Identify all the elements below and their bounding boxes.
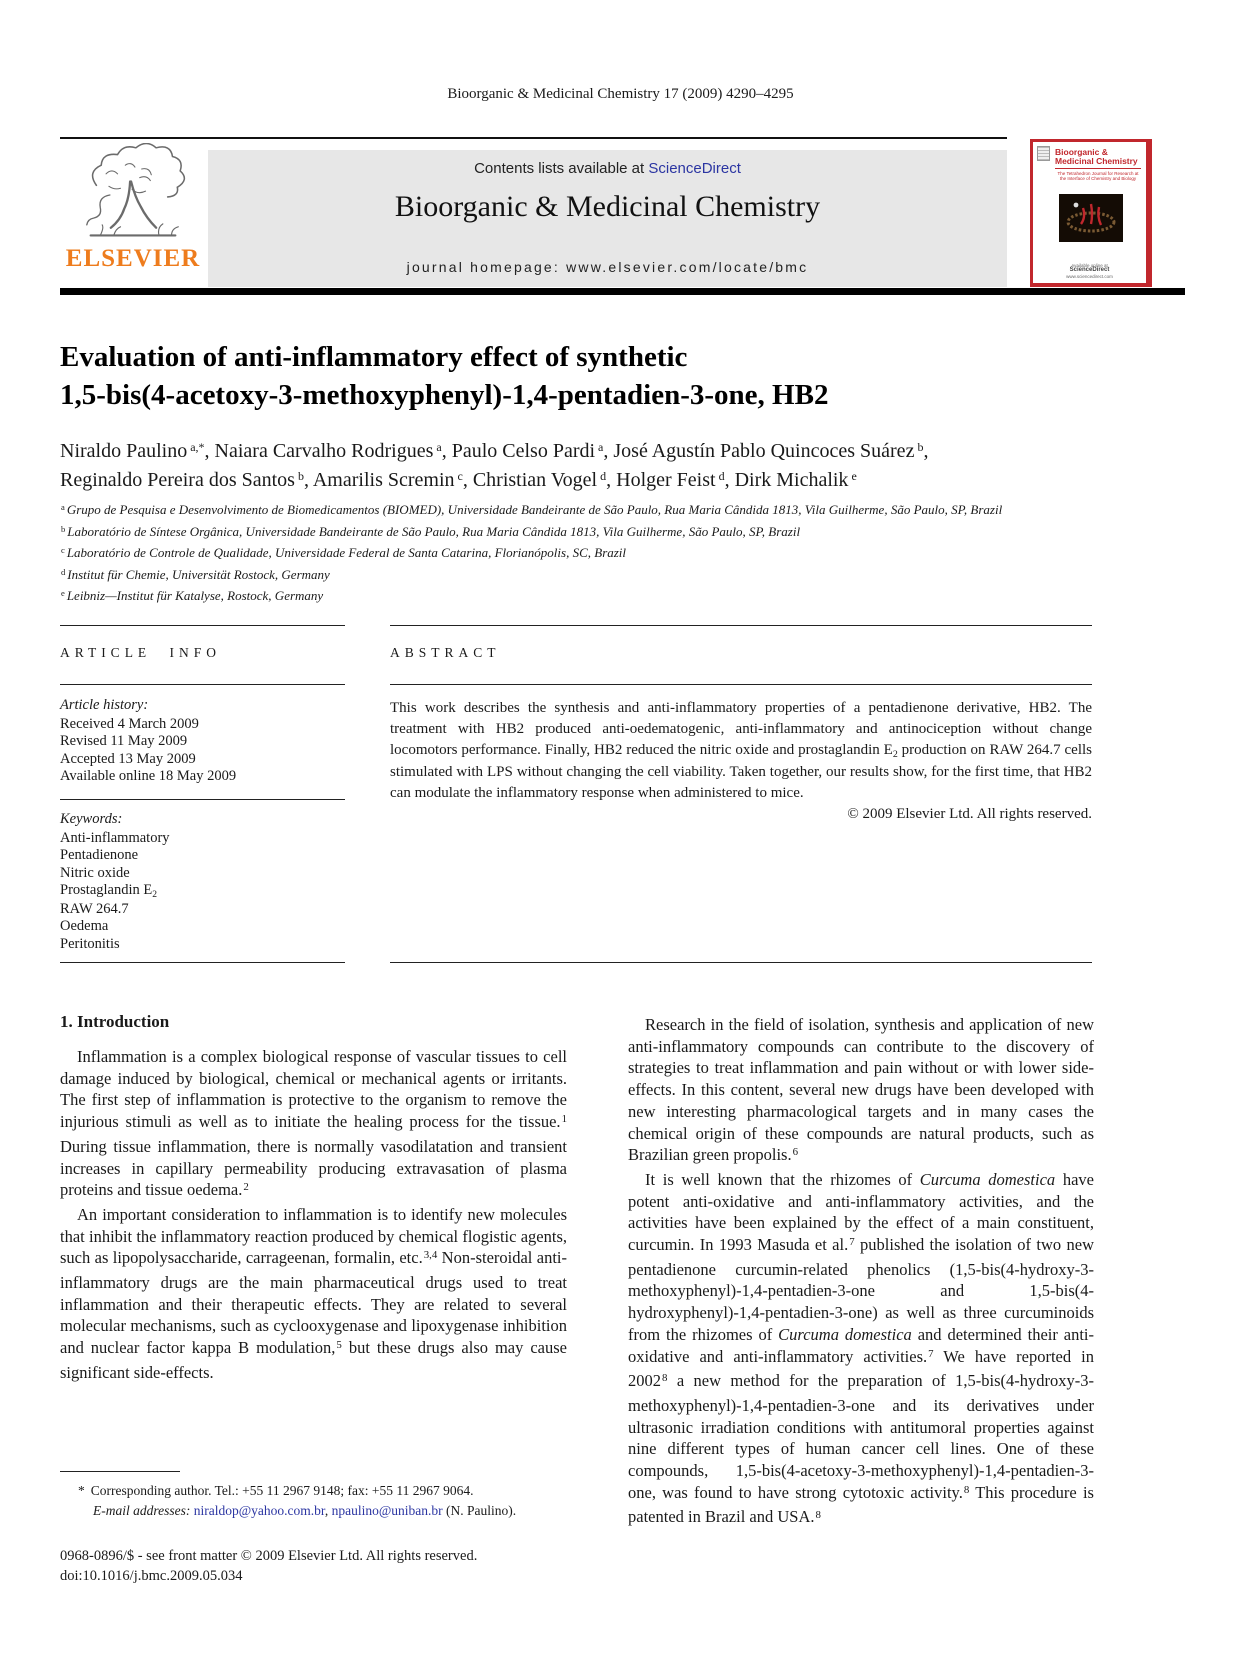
cover-footer-line3: www.sciencedirect.com: [1066, 273, 1113, 279]
cover-footer-line1: Available online at: [1071, 262, 1108, 268]
article-history: [60, 697, 350, 786]
email-link-2[interactable]: npaulino@uniban.br: [331, 1503, 443, 1518]
affiliation-b: [60, 522, 1150, 544]
keywords-label: Keywords:: [60, 811, 123, 827]
history-revised: Revised 11 May 2009: [60, 733, 188, 749]
article-title-line2: 1,5-bis(4-acetoxy-3-methoxyphenyl)-1,4-pentadien-3-one, HB2: [60, 379, 829, 411]
journal-citation: Bioorganic & Medicinal Chemistry 17 (2009) 4290–4295: [447, 86, 794, 102]
corresponding-author-footnote: [60, 1481, 580, 1521]
affiliation-c: [60, 543, 1150, 565]
article-history-label: Article history:: [60, 697, 149, 713]
doi-line: doi:10.1016/j.bmc.2009.05.034: [60, 1568, 243, 1584]
info-rule-under-heading: [60, 684, 345, 685]
article-title-line1: Evaluation of anti-inflammatory effect of synthetic: [60, 341, 688, 373]
authors-line-2: Reginaldo Pereira dos Santos $^b$, Amarilis Scremin $^c$, Christian Vogel $^d$, Holger Feist $^d$, Dirk Michalik $^e$: [60, 469, 857, 491]
abstract: [390, 698, 1092, 825]
cover-title: Bioorganic & Medicinal Chemistry: [1055, 147, 1138, 166]
footnote-marker: *: [78, 1483, 85, 1498]
journal-title: Bioorganic & Medicinal Chemistry: [394, 190, 821, 223]
paragraph: Inflammation is a complex biological response of vascular tissues to cell damage induced by biological, chemical or mechanical agents or irritants. The first step of inflammation is protective to the organism to remove the injurious stimuli as well as to initiate the healing process for the tissue.$^1$ During tissue inflammation, there is normally vasodilatation and transient increases in capillary permeability producing extravasation of plasma proteins and tissue oedema.$^2$: [60, 1047, 567, 1200]
section-heading-introduction: 1. Introduction: [60, 1012, 170, 1031]
affiliation-text: Institut für Chemie, Universität Rostock, Germany: [67, 566, 330, 582]
cover-sciencedirect-mark: [1033, 263, 1146, 280]
issn-line: 0968-0896/$ - see front matter © 2009 Elsevier Ltd. All rights reserved.: [60, 1548, 478, 1564]
elsevier-logo: [60, 143, 206, 287]
sciencedirect-link[interactable]: ScienceDirect: [648, 160, 741, 177]
affiliations: [60, 500, 1150, 608]
journal-cover-thumbnail: [1030, 139, 1152, 287]
elsevier-tree-icon: [72, 143, 194, 247]
info-rule-top: [60, 625, 345, 626]
footnote-emails: E-mail addresses: niraldop@yahoo.com.br, npaulino@uniban.br (N. Paulino).: [93, 1503, 517, 1518]
abstract-text: This work describes the synthesis and anti-inflammatory properties of a pentadienone derivative, HB2. The treatment with HB2 produced anti-oedematogenic, anti-inflammatory and antinociception without change locomotors performance. Finally, HB2 reduced the nitric oxide and prostaglandin E2 production on RAW 264.7 cells stimulated with LPS without changing the cell viability. Taken together, our results show, for the first time, that HB2 can modulate the inflammatory response when administered to mice.: [390, 700, 1093, 801]
cover-footer-line2: ScienceDirect: [1069, 267, 1110, 273]
header-divider-bar: [60, 288, 1185, 295]
keyword: Oedema: [60, 918, 109, 934]
paragraph: It is well known that the rhizomes of Curcuma domestica have potent anti-oxidative and anti-inflammatory activities, and the activities have been explained by the effect of a main constituent, curcumin. In 1993 Masuda et al.$^7$ published the isolation of two new pentadienone curcumin-related phenolics (1,5-bis(4-hydroxy-3-methoxyphenyl)-1,4-pentadien-3-one and 1,5-bis(4-hydroxyphenyl)-1,4-pentadien-3-one) as well as three curcuminoids from the rhizomes of Curcuma domestica and determined their anti-oxidative and anti-inflammatory activities.$^7$ We have reported in 2002$^8$ a new method for the preparation of 1,5-bis(4-hydroxy-3-methoxyphenyl)-1,4-pentadien-3-one and its derivatives under ultrasonic irradiation conditions with antitumoral properties against nine different types of human cancer cell lines. One of these compounds, 1,5-bis(4-acetoxy-3-methoxyphenyl)-1,4-pentadien-3-one, was found to have strong cytotoxic activity.$^8$ This procedure is patented in Brazil and USA.$^8$: [628, 1169, 1095, 1527]
cover-art-image: [1059, 194, 1123, 242]
affiliation-text: Laboratório de Controle de Qualidade, Universidade Federal de Santa Catarina, Florianópolis, SC, Brazil: [66, 545, 627, 560]
keyword: Anti-inflammatory: [60, 829, 170, 846]
cover-rule: [1055, 168, 1141, 169]
footnote-line1: [60, 1481, 580, 1501]
keyword: Pentadienone: [60, 847, 139, 863]
keywords-block: [60, 811, 350, 953]
keyword: Nitric oxide: [60, 864, 130, 881]
affiliation-marker: d: [61, 566, 66, 577]
affiliation-marker: a: [61, 502, 65, 513]
article-info-heading: ARTICLE INFO: [60, 645, 222, 660]
keyword: RAW 264.7: [60, 900, 129, 917]
affiliation-a: [60, 500, 1150, 522]
abstract-copyright: © 2009 Elsevier Ltd. All rights reserved.: [847, 806, 1092, 822]
header-top-rule: [60, 137, 1007, 139]
info-rule-bottom: [60, 962, 345, 963]
contents-prefix: Contents lists available at: [474, 160, 649, 177]
affiliation-text: Grupo de Pesquisa e Desenvolvimento de Biomedicamentos (BIOMED), Universidade Bandeirante de São Paulo, Rua Maria Cândida 1813, Vila Guilherme, São Paulo, SP, Brazil: [66, 502, 1003, 517]
keyword: Prostaglandin E2: [60, 882, 158, 900]
paragraph: An important consideration to inflammation is to identify new molecules that inhibit the inflammatory reaction produced by chemical flogistic agents, such as lipopolysaccharide, carrageenan, formalin, etc.$^{3,4}$ Non-steroidal anti-inflammatory drugs are the main pharmaceutical drugs used to treat inflammation and their therapeutic effects. They are related to several molecular mechanisms, such as cyclooxygenase and lipoxygenase inhibition and nuclear factor kappa B modulation,$^5$ but these drugs also may cause significant side-effects.: [60, 1204, 568, 1382]
affiliation-d: [60, 565, 1150, 587]
article-title: [60, 338, 1140, 414]
history-available: Available online 18 May 2009: [60, 768, 237, 784]
keyword: Peritonitis: [60, 935, 120, 952]
abstract-heading: ABSTRACT: [390, 645, 501, 660]
authors-line-1: Niraldo Paulino $^{a,*}$, Naiara Carvalho Rodrigues $^a$, Paulo Celso Pardi $^a$, José Agustín Pablo Quincoces Suárez $^b$,: [60, 440, 929, 462]
history-received: Received 4 March 2009: [60, 715, 199, 732]
info-rule-mid: [60, 799, 345, 800]
cover-stamp-icon: [1037, 146, 1050, 161]
abstract-rule-under-heading: [390, 684, 1092, 685]
affiliation-e: [60, 586, 1150, 608]
right-column: [628, 1014, 1094, 1531]
homepage-url-link[interactable]: www.elsevier.com/locate/bmc: [566, 259, 809, 275]
abstract-rule-bottom: [390, 962, 1092, 963]
homepage-prefix: journal homepage:: [406, 259, 567, 275]
affiliation-text: Laboratório de Síntese Orgânica, Universidade Bandeirante de São Paulo, Rua Maria Cândida 1813, Vila Guilherme, São Paulo, SP, Brazil: [67, 523, 801, 539]
cover-subtitle: The Tetrahedron Journal for Research at the Interface of Chemistry and Biology: [1057, 171, 1139, 181]
footnote-rule: [60, 1471, 180, 1472]
history-accepted: Accepted 13 May 2009: [60, 750, 196, 767]
footnote-text: Corresponding author. Tel.: +55 11 2967 9148; fax: +55 11 2967 9064.: [90, 1483, 474, 1498]
abstract-rule-top: [390, 625, 1092, 626]
email-link-1[interactable]: niraldop@yahoo.com.br: [193, 1503, 325, 1518]
elsevier-wordmark: ELSEVIER: [65, 245, 201, 272]
homepage-line: [208, 259, 1007, 275]
left-column: [60, 1046, 567, 1384]
affiliation-marker: b: [61, 523, 66, 534]
author-list: [60, 438, 1160, 496]
affiliation-marker: e: [61, 588, 65, 599]
paragraph: Research in the field of isolation, synthesis and application of new anti-inflammatory compounds can contribute to the discovery of strategies to treat inflammation and pain without or with lower side-effects. In this content, several new drugs have been developed with new interesting pharmacological targets and in many cases the chemical origin of these compounds are natural products, such as Brazilian green propolis.$^6$: [628, 1015, 1094, 1165]
affiliation-text: Leibniz—Institut für Katalyse, Rostock, Germany: [66, 588, 324, 603]
affiliation-marker: c: [61, 545, 65, 556]
journal-banner: [208, 150, 1007, 287]
contents-line: [208, 160, 1007, 177]
imprint: [60, 1546, 660, 1586]
